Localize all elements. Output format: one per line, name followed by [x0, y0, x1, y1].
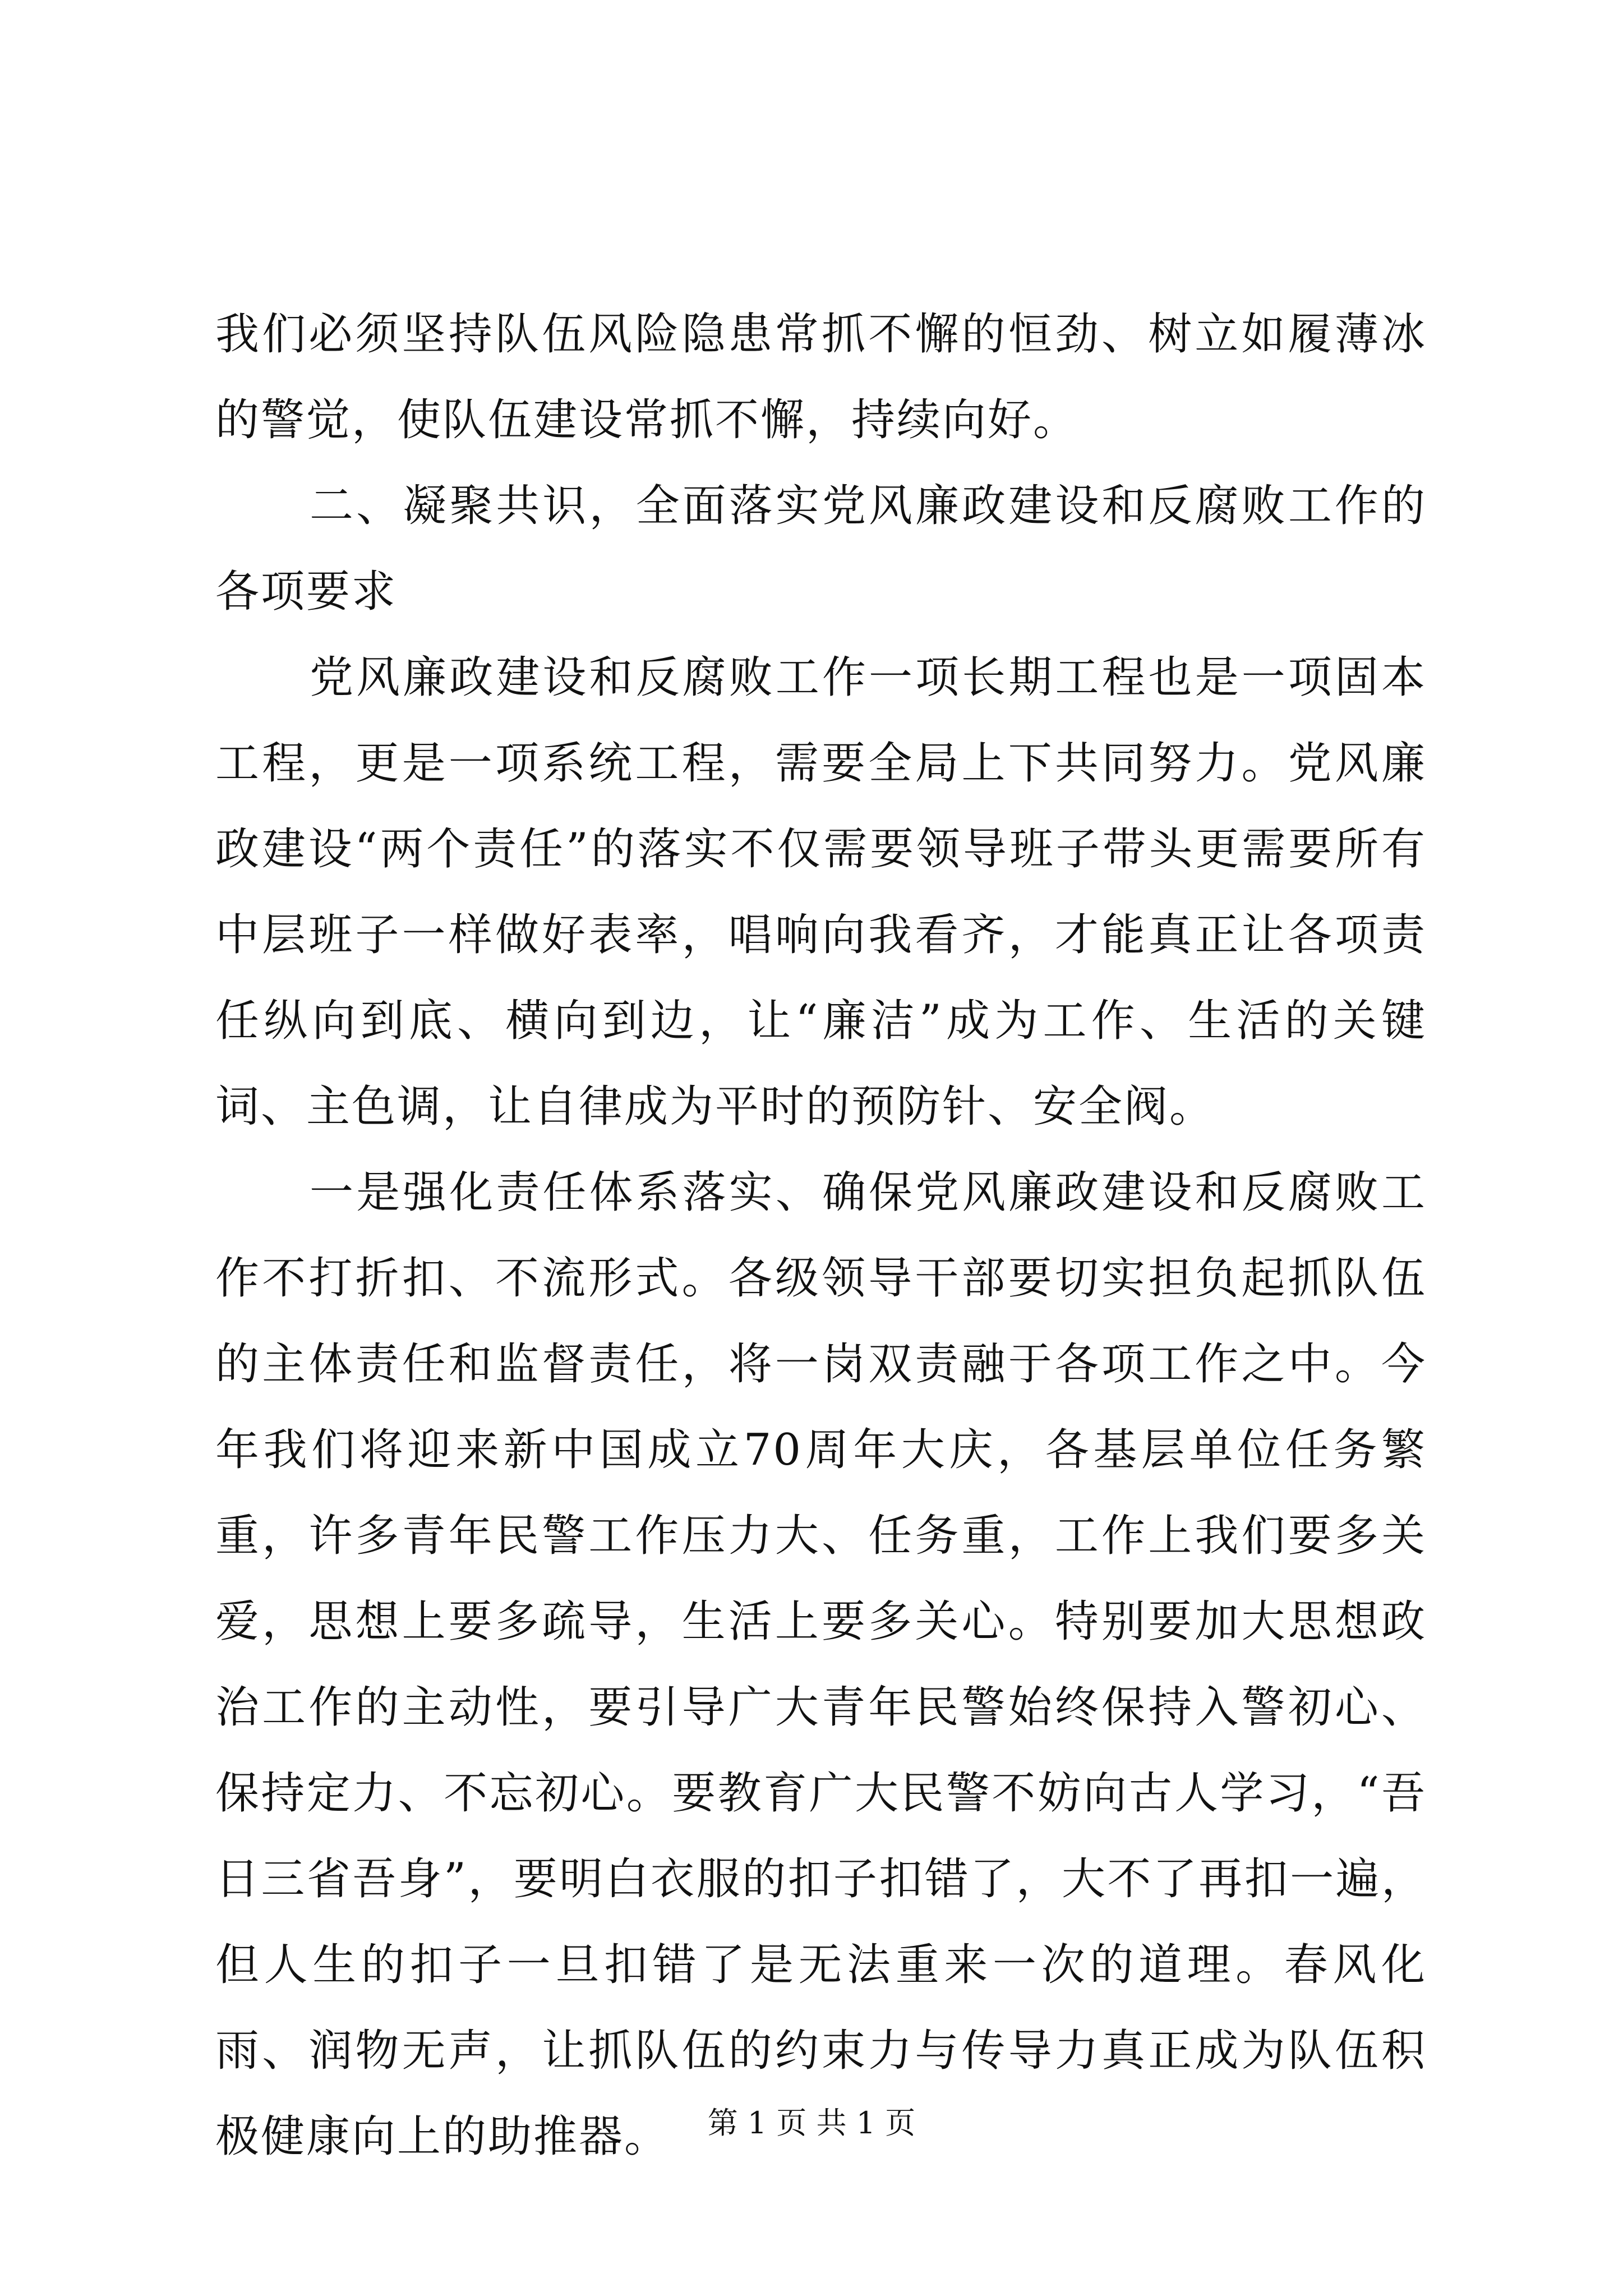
paragraph-continuation: 我们必须坚持队伍风险隐患常抓不懈的恒劲、树立如履薄冰的警觉，使队伍建设常抓不懈，持续向好。: [215, 309, 1427, 445]
paragraph-overview: 党风廉政建设和反腐败工作一项长期工程也是一项固本工程，更是一项系统工程，需要全局上下共同努力。党风廉政建设“两个责任”的落实不仅需要领导班子带头更需要所有中层班子一样做好表率，唱响向我看齐，才能真正让各项责任纵向到底、横向到边，让“廉洁”成为工作、生活的关键词、主色调，让自律成为平时的预防针、安全阀。: [215, 652, 1427, 1132]
paragraph-point-1: 一是强化责任体系落实、确保党风廉政建设和反腐败工作不打折扣、不流形式。各级领导干部要切实担负起抓队伍的主体责任和监督责任，将一岗双责融于各项工作之中。今年我们将迎来新中国成立70周年大庆，各基层单位任务繁重，许多青年民警工作压力大、任务重，工作上我们要多关爱，思想上要多疏导，生活上要多关心。特别要加大思想政治工作的主动性，要引导广大青年民警始终保持入警初心、保持定力、不忘初心。要教育广大民警不妨向古人学习，“吾日三省吾身”，要明白衣服的扣子扣错了，大不了再扣一遍，但人生的扣子一旦扣错了是无法重来一次的道理。春风化雨、润物无声，让抓队伍的约束力与传导力真正成为队伍积极健康向上的助推器。: [215, 1167, 1427, 2162]
page-footer: 第 1 页 共 1 页: [707, 2105, 916, 2141]
document-body: [215, 292, 1427, 2180]
section-heading-2: 二、凝聚共识，全面落实党风廉政建设和反腐败工作的各项要求: [215, 481, 1427, 617]
